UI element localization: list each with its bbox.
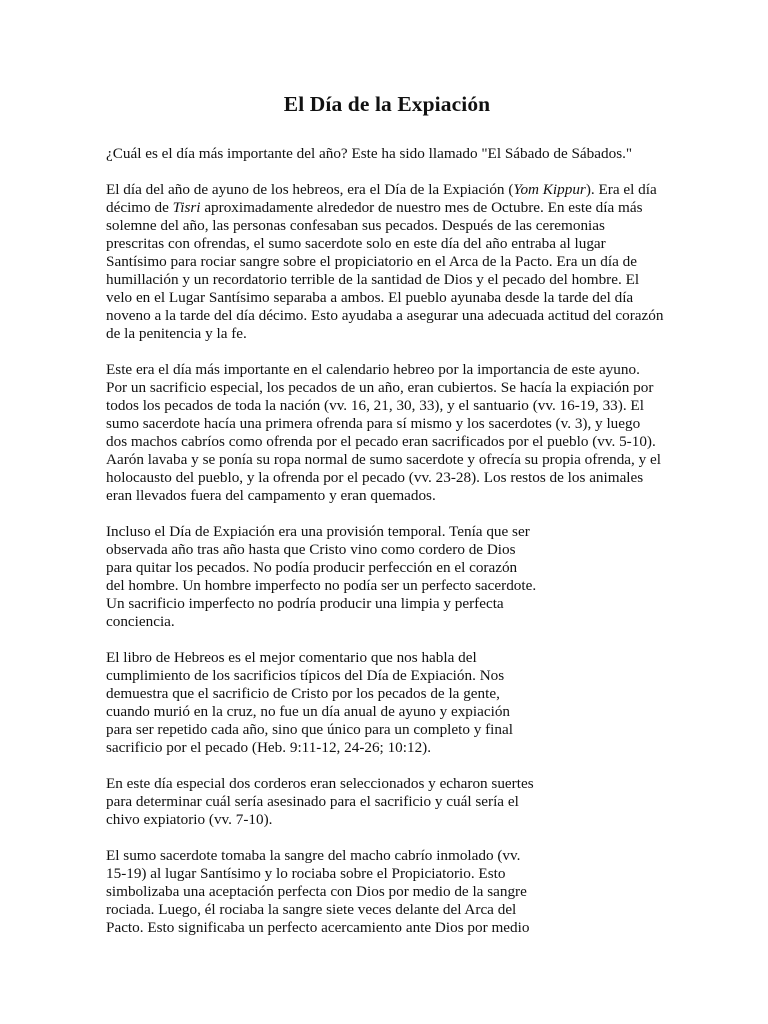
- text-line: conciencia.: [106, 613, 175, 630]
- text-line: sumo sacerdote hacía una primera ofrenda para sí mismo y los sacerdotes (v. 3), y luego: [106, 415, 641, 432]
- text-line: noveno a la tarde del día décimo. Esto ayudaba a asegurar una adecuada actitud del corazón: [106, 307, 664, 324]
- text-line: Un sacrificio imperfecto no podría producir una limpia y perfecta: [106, 595, 504, 612]
- text-line: cumplimiento de los sacrificios típicos del Día de Expiación. Nos: [106, 667, 505, 684]
- text-line: Aarón lavaba y se ponía su ropa normal de sumo sacerdote y ofrecía su propia ofrenda, y el: [106, 451, 661, 468]
- text-line: velo en el Lugar Santísimo separaba a ambos. El pueblo ayunaba desde la tarde del día: [106, 289, 634, 306]
- paragraph: [106, 145, 668, 163]
- text-line: para determinar cuál sería asesinado para el sacrificio y cuál sería el: [106, 793, 519, 810]
- text-line: holocausto del pueblo, y la ofrenda por el pecado (vv. 23-28). Los restos de los animales: [106, 469, 644, 486]
- paragraph: [106, 361, 668, 505]
- text-line: dos machos cabríos como ofrenda por el pecado eran sacrificados por el pueblo (vv. 5-10).: [106, 433, 656, 450]
- text-line: 15-19) al lugar Santísimo y lo rociaba sobre el Propiciatorio. Esto: [106, 865, 506, 882]
- text-line: demuestra que el sacrificio de Cristo por los pecados de la gente,: [106, 685, 500, 702]
- text-line: simbolizaba una aceptación perfecta con Dios por medio de la sangre: [106, 883, 527, 900]
- text-line: rociada. Luego, él rociaba la sangre siete veces delante del Arca del: [106, 901, 517, 918]
- paragraph: [106, 847, 668, 937]
- text-line: del hombre. Un hombre imperfecto no podía ser un perfecto sacerdote.: [106, 577, 537, 594]
- text-line: sacrificio por el pecado (Heb. 9:11-12, 24-26; 10:12).: [106, 739, 432, 756]
- text-line: cuando murió en la cruz, no fue un día anual de ayuno y expiación: [106, 703, 511, 720]
- text-line: para ser repetido cada año, sino que único para un completo y final: [106, 721, 513, 738]
- text-line: El libro de Hebreos es el mejor comentario que nos habla del: [106, 649, 477, 666]
- text-line: Este era el día más importante en el calendario hebreo por la importancia de este ayuno.: [106, 361, 640, 378]
- italic-term: Yom Kippur: [513, 181, 586, 198]
- text-line: prescritas con ofrendas, el sumo sacerdote solo en este día del año entraba al lugar: [106, 235, 606, 252]
- text-line: para quitar los pecados. No podía producir perfección en el corazón: [106, 559, 518, 576]
- text-line: En este día especial dos corderos eran seleccionados y echaron suertes: [106, 775, 534, 792]
- text-line: chivo expiatorio (vv. 7-10).: [106, 811, 273, 828]
- document-body: [106, 145, 668, 937]
- paragraph: [106, 181, 668, 343]
- text-line: El día del año de ayuno de los hebreos, era el Día de la Expiación (Yom Kippur). Era el día: [106, 181, 657, 198]
- text-line: décimo de Tisri aproximadamente alrededor de nuestro mes de Octubre. En este día más: [106, 199, 643, 216]
- paragraph: [106, 649, 668, 757]
- text-line: El sumo sacerdote tomaba la sangre del macho cabrío inmolado (vv.: [106, 847, 521, 864]
- text-line: Santísimo para rociar sangre sobre el propiciatorio en el Arca de la Pacto. Era un día de: [106, 253, 637, 270]
- text-line: Por un sacrificio especial, los pecados de un año, eran cubiertos. Se hacía la expiación por: [106, 379, 654, 396]
- italic-term: Tisri: [172, 199, 201, 216]
- text-line: Pacto. Esto significaba un perfecto acercamiento ante Dios por medio: [106, 919, 530, 936]
- document-title: El Día de la Expiación: [283, 92, 491, 116]
- text-line: Incluso el Día de Expiación era una provisión temporal. Tenía que ser: [106, 523, 530, 540]
- text-line: eran llevados fuera del campamento y eran quemados.: [106, 487, 436, 504]
- paragraph: [106, 523, 668, 631]
- text-line: de la penitencia y la fe.: [106, 325, 247, 342]
- text-line: ¿Cuál es el día más importante del año? Este ha sido llamado "El Sábado de Sábados.": [106, 145, 633, 162]
- text-line: humillación y un recordatorio terrible de la santidad de Dios y el pecado del hombre. El: [106, 271, 640, 288]
- text-line: solemne del año, las personas confesaban sus pecados. Después de las ceremonias: [106, 217, 605, 234]
- paragraph: [106, 775, 668, 829]
- text-line: observada año tras año hasta que Cristo vino como cordero de Dios: [106, 541, 516, 558]
- text-line: todos los pecados de toda la nación (vv. 16, 21, 30, 33), y el santuario (vv. 16-19, 33). El: [106, 397, 644, 414]
